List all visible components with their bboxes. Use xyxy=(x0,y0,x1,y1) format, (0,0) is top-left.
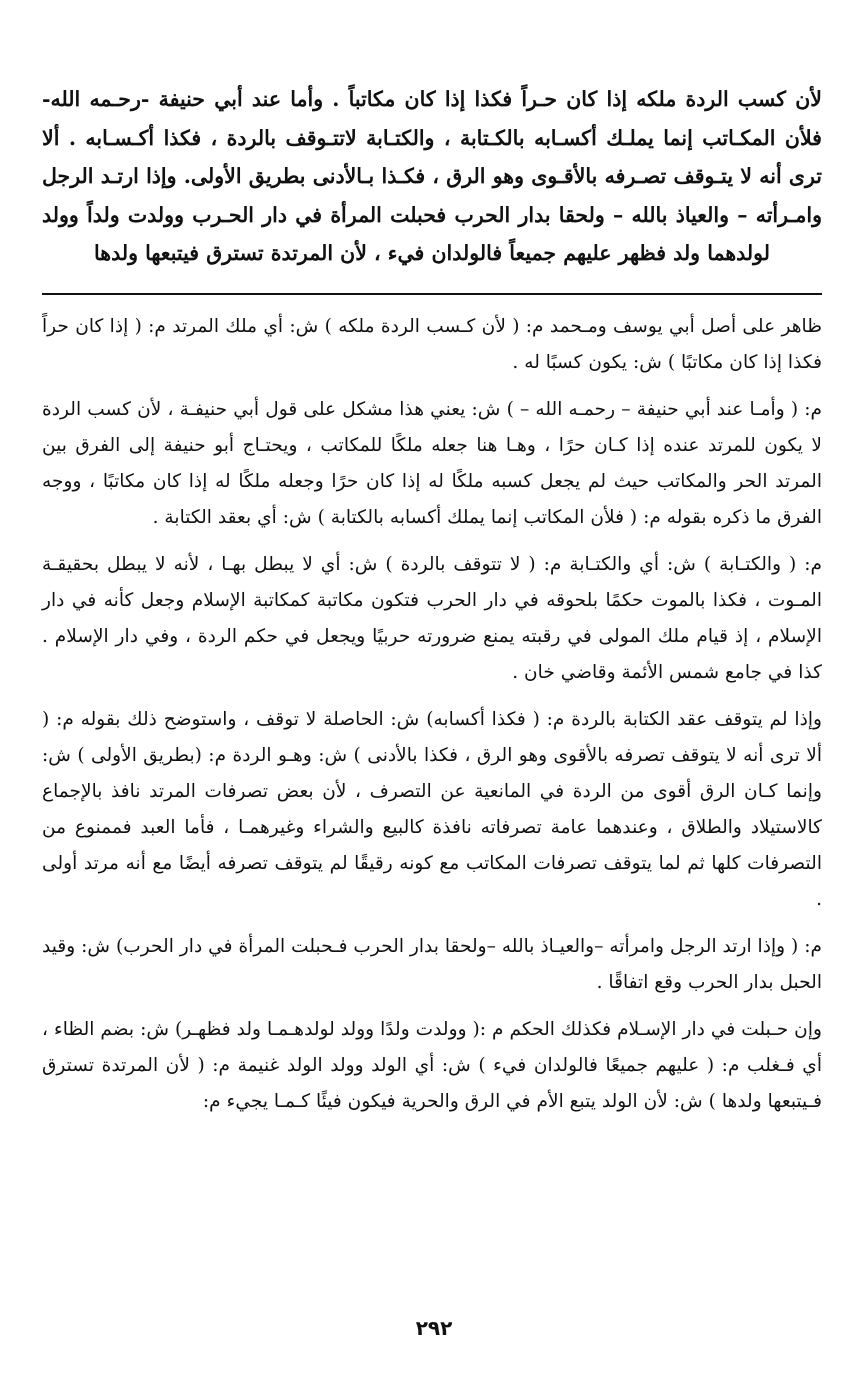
commentary-paragraph: وإذا لم يتوقف عقد الكتابة بالردة م: ( فكذا أكسابه) ش: الحاصلة لا توقف ، واستوضح ذلك بقوله م: ( ألا ترى أنه لا يتوقف تصرفه بالأقوى وهو الرق ، فكذا بالأدنى ) ش: وهـو الردة م: (بطريق الأولى ) ش: وإنما كـان الرق أقوى من الردة في المانعية عن التصرف ، لأن بعض تصرفات المرتد نافذ بالإجماع كالاستيلاد والطلاق ، وعندهما عامة تصرفاته نافذة كالبيع والشراء وغيرهمـا ، فأما العبد فممنوع من التصرفات كلها ثم لما يتوقف تصرفات المكاتب مع كونه رقيقًا لم يتوقف تصرفه أيضًا مع أنه مرتد أولى . xyxy=(42,708,822,910)
page-body xyxy=(42,80,822,1131)
page-number: ٢٩٢ xyxy=(415,1316,453,1340)
commentary-paragraph: وإن حـبلت في دار الإسـلام فكذلك الحكم م :( وولدت ولدًا وولد لولدهـمـا ولد فظهـر) ش: بضم الظاء ، أي فـغلب م: ( عليهم جميعًا فالولدان فيء ) ش: أي الولد وولد الولد غنيمة م: ( لأن المرتدة تسترق فـيتبعها ولدها ) ش: لأن الولد يتبع الأم في الرق والحرية فيكون فيئًا كـمـا يجيء م: xyxy=(42,1018,822,1112)
commentary xyxy=(42,309,822,1120)
main-text: لأن كسب الردة ملكه إذا كان حـراً فكذا إذا كان مكاتباً . وأما عند أبي حنيفة -رحـمه الله- فلأن المكـاتب إنما يملـك أكسـابه بالكـتابة ، والكتـابة لاتتـوقف بالردة ، فكذا أكـسـابه . ألا ترى أنه لا يتـوقف تصـرفه بالأقـوى وهو الرق ، فكـذا بـالأدنى بطريق الأولى. وإذا ارتـد الرجل وامـرأته – والعياذ بالله – ولحقا بدار الحرب فحبلت المرأة في دار الحـرب وولدت ولداً وولد لولدهما ولد فظهر عليهم جميعاً فالولدان فيء ، لأن المرتدة تسترق فيتبعها ولدها xyxy=(42,87,822,265)
commentary-paragraph: ظاهر على أصل أبي يوسف ومـحمد م: ( لأن كـسب الردة ملكه ) ش: أي ملك المرتد م: ( إذا كان حراً فكذا إذا كان مكاتبًا ) ش: يكون كسبًا له . xyxy=(42,315,822,373)
commentary-paragraph: م: ( والكتـابة ) ش: أي والكتـابة م: ( لا تتوقف بالردة ) ش: أي لا يبطل بهـا ، لأنه لا يبطل بحقيقـة المـوت ، فكذا بالموت حكمًا بلحوقه في دار الحرب فتكون مكاتبة كمكاتبة الإسلام وجعل كأنه في دار الإسلام ، إذ قيام ملك المولى في رقبته يمنع ضرورته حربيًا ويجعل في حكم الردة ، وفي دار الإسلام . كذا في جامع شمس الأئمة وقاضي خان . xyxy=(42,553,822,683)
divider-line xyxy=(42,293,822,295)
commentary-paragraph: م: ( وإذا ارتد الرجل وامرأته –والعيـاذ بالله –ولحقا بدار الحرب فـحبلت المرأة في دار الحرب) ش: وقيد الحبل بدار الحرب وقع اتفاقًا . xyxy=(42,935,822,993)
commentary-paragraph: م: ( وأمـا عند أبي حنيفة – رحمـه الله – ) ش: يعني هذا مشكل على قول أبي حنيفـة ، لأن كسب الردة لا يكون للمرتد عنده إذا كـان حرًا ، وهـا هنا جعله ملكًا للمكاتب ، ويحتـاج أبو حنيفة إلى الفرق بين المرتد الحر والمكاتب حيث لم يجعل كسبه ملكًا له إذا كان حرًا وجعله ملكًا له إذا كان مكاتبًا ، ووجه الفرق ما ذكره بقوله م: ( فلأن المكاتب إنما يملك أكسابه بالكتابة ) ش: أي بعقد الكتابة . xyxy=(42,398,822,528)
